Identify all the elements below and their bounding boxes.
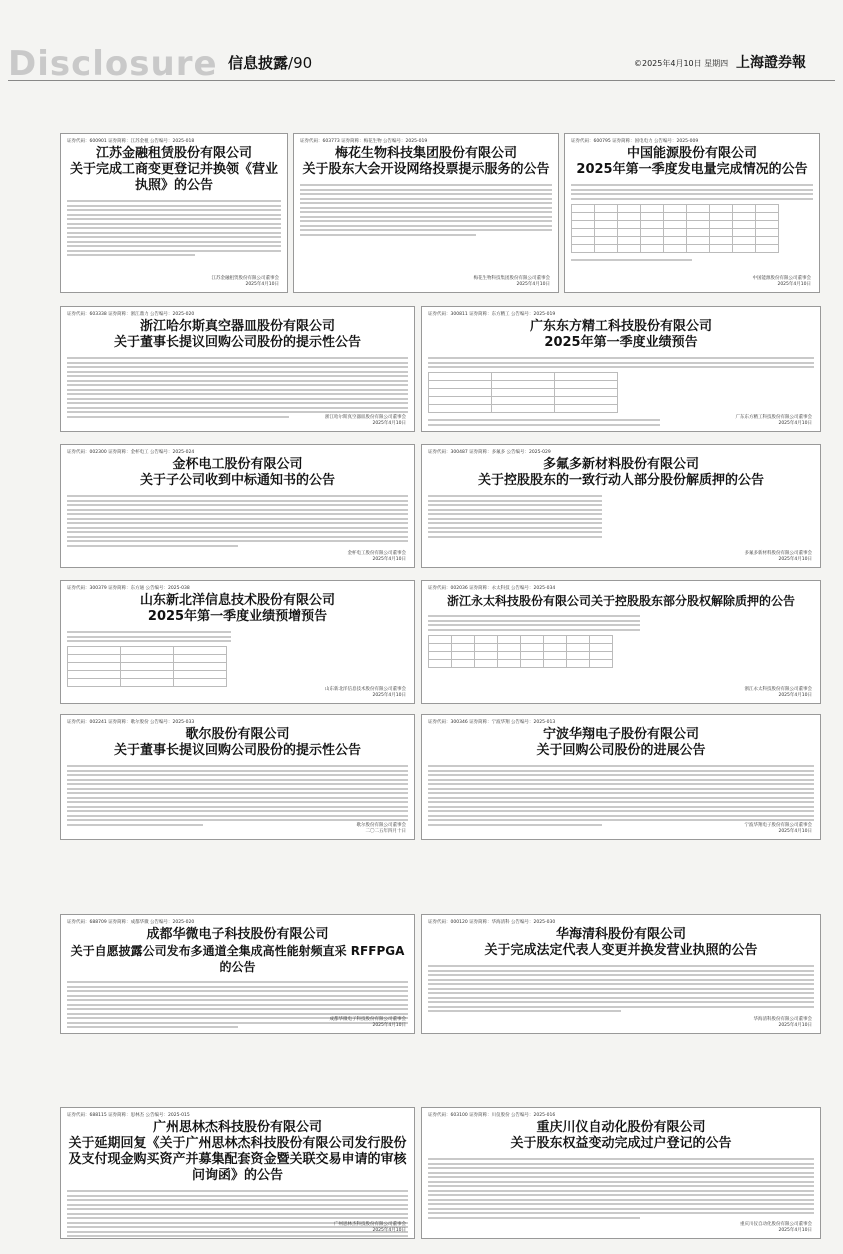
issue-date: ©2025年4月10日 星期四 bbox=[634, 59, 729, 68]
notice-title: 关于完成工商变更登记并换领《营业执照》的公告 bbox=[69, 162, 278, 193]
notice-signature: 浙江哈尔斯真空器皿股份有限公司董事会 2025年4月10日 bbox=[325, 415, 406, 426]
notice-guangzhou-silinjie bbox=[60, 1107, 415, 1239]
notice-company: 江苏金融租赁股份有限公司 bbox=[95, 146, 252, 161]
notice-company: 中国能源股份有限公司 bbox=[626, 146, 757, 161]
notice-title: 关于回购公司股份的进展公告 bbox=[536, 743, 706, 758]
notice-meta: 证券代码：002300 证券简称：金杯电工 公告编号：2025-024 bbox=[67, 450, 195, 455]
notice-meta: 证券代码：603338 证券简称：浙江鼎力 公告编号：2025-020 bbox=[67, 312, 195, 317]
notice-company: 山东新北洋信息技术股份有限公司 bbox=[139, 593, 335, 608]
notice-jinbei-electric bbox=[60, 444, 415, 568]
notice-meta: 证券代码：688115 证券简称：思林杰 公告编号：2025-015 bbox=[67, 1113, 190, 1118]
notice-meta: 证券代码：600901 证券简称：江苏金租 公告编号：2025-018 bbox=[67, 139, 195, 144]
notice-meta: 证券代码：688709 证券简称：成都华微 公告编号：2025-020 bbox=[67, 920, 195, 925]
notice-title: 2025年第一季度业绩预增预告 bbox=[147, 609, 328, 624]
notice-company: 歌尔股份有限公司 bbox=[185, 727, 290, 742]
notice-signature: 歌尔股份有限公司董事会 二〇二五年四月十日 bbox=[356, 823, 406, 834]
notice-meihua-bio bbox=[293, 133, 559, 293]
notice-duofuduo bbox=[421, 444, 821, 568]
forecast-table bbox=[428, 372, 618, 413]
section-name: 信息披露 bbox=[228, 54, 289, 72]
notice-signature: 江苏金融租赁股份有限公司董事会 2025年4月10日 bbox=[211, 276, 279, 287]
page-number: /90 bbox=[288, 54, 313, 72]
notice-body bbox=[67, 495, 408, 547]
notice-company: 重庆川仪自动化股份有限公司 bbox=[536, 1120, 706, 1135]
notice-body bbox=[428, 1158, 814, 1219]
notice-company: 多氟多新材料股份有限公司 bbox=[542, 457, 699, 472]
notice-title: 关于董事长提议回购公司股份的提示性公告 bbox=[113, 743, 361, 758]
notice-title: 关于股东权益变动完成过户登记的公告 bbox=[510, 1136, 732, 1151]
notice-zhejiang-yongtai bbox=[421, 580, 821, 704]
section-title bbox=[228, 52, 312, 73]
disclosure-brand-word: Disclosure bbox=[8, 44, 218, 84]
notice-signature: 华海清科股份有限公司董事会 2025年4月10日 bbox=[753, 1017, 812, 1028]
notice-company: 梅花生物科技集团股份有限公司 bbox=[334, 146, 517, 161]
notice-guangdong-dongfang bbox=[421, 306, 821, 432]
notice-signature: 中国能源股份有限公司董事会 2025年4月10日 bbox=[752, 276, 811, 287]
notice-body bbox=[428, 357, 814, 368]
notice-body bbox=[300, 184, 552, 236]
notice-signature: 重庆川仪自动化股份有限公司董事会 2025年4月10日 bbox=[740, 1222, 812, 1233]
notice-title: 关于自愿披露公司发布多通道全集成高性能射频直采 RFFPGA 的公告 bbox=[70, 944, 405, 974]
forecast-table bbox=[67, 646, 227, 687]
notice-company: 广东东方精工科技股份有限公司 bbox=[529, 319, 712, 334]
notice-body bbox=[67, 200, 281, 256]
notice-huahai-qingke bbox=[421, 914, 821, 1034]
notice-signature: 浙江永太科技股份有限公司董事会 2025年4月10日 bbox=[744, 687, 812, 698]
masthead bbox=[0, 0, 843, 88]
notice-signature: 多氟多新材料股份有限公司董事会 2025年4月10日 bbox=[744, 551, 812, 562]
header-rule bbox=[8, 80, 835, 81]
notice-title: 关于子公司收到中标通知书的公告 bbox=[139, 473, 335, 488]
notice-body bbox=[428, 495, 814, 538]
notice-company: 宁波华翔电子股份有限公司 bbox=[542, 727, 699, 742]
pledge-table bbox=[428, 635, 613, 668]
notice-chongqing-chuanyi bbox=[421, 1107, 821, 1239]
notice-china-energy bbox=[564, 133, 820, 293]
notice-meta: 证券代码：300811 证券简称：东方精工 公告编号：2025-019 bbox=[428, 312, 556, 317]
notice-meta: 证券代码：002036 证券简称：永太科技 公告编号：2025-034 bbox=[428, 586, 556, 591]
notice-company: 华海清科股份有限公司 bbox=[555, 927, 686, 942]
notice-title: 2025年第一季度业绩预告 bbox=[544, 335, 698, 350]
notice-body bbox=[428, 615, 814, 631]
notice-signature: 山东新北洋信息技术股份有限公司董事会 2025年4月10日 bbox=[325, 687, 406, 698]
notice-title: 关于控股股东的一致行动人部分股份解质押的公告 bbox=[477, 473, 764, 488]
notice-goertek bbox=[60, 714, 415, 840]
notice-signature: 金杯电工股份有限公司董事会 2025年4月10日 bbox=[347, 551, 406, 562]
newspaper-logo: 上海證券報 bbox=[736, 55, 806, 71]
notice-company: 金杯电工股份有限公司 bbox=[172, 457, 303, 472]
notice-title: 2025年第一季度发电量完成情况的公告 bbox=[576, 162, 808, 177]
notice-company: 成都华微电子科技股份有限公司 bbox=[146, 927, 329, 942]
notice-body bbox=[67, 765, 408, 826]
notice-signature: 广东东方精工科技股份有限公司董事会 2025年4月10日 bbox=[735, 415, 812, 426]
generation-table bbox=[571, 204, 779, 253]
notice-signature: 梅花生物科技集团股份有限公司董事会 2025年4月10日 bbox=[473, 276, 550, 287]
notice-meta: 证券代码：603100 证券简称：川仪股份 公告编号：2025-016 bbox=[428, 1113, 556, 1118]
notice-signature: 宁波华翔电子股份有限公司董事会 2025年4月10日 bbox=[744, 823, 812, 834]
notice-title: 关于完成法定代表人变更并换发营业执照的公告 bbox=[484, 943, 758, 958]
notice-meta: 证券代码：000120 证券简称：华海清科 公告编号：2025-030 bbox=[428, 920, 556, 925]
notice-chengdu-huawei bbox=[60, 914, 415, 1034]
notice-meta: 证券代码：300487 证券简称：多氟多 公告编号：2025-029 bbox=[428, 450, 551, 455]
notice-title: 关于董事长提议回购公司股份的提示性公告 bbox=[113, 335, 361, 350]
notice-meta: 证券代码：002241 证券简称：歌尔股份 公告编号：2025-033 bbox=[67, 720, 195, 725]
notice-meta: 证券代码：603773 证券简称：梅花生物 公告编号：2025-019 bbox=[300, 139, 428, 144]
notice-jiangsu-leasing bbox=[60, 133, 288, 293]
notice-ningbo-huaxiang bbox=[421, 714, 821, 840]
notice-body bbox=[428, 965, 814, 1012]
notice-meta: 证券代码：300346 证券简称：宁波华翔 公告编号：2025-013 bbox=[428, 720, 556, 725]
notice-zhejiang-haers bbox=[60, 306, 415, 432]
notice-title: 关于股东大会开设网络投票提示服务的公告 bbox=[302, 162, 550, 177]
notice-meta: 证券代码：600795 证券简称：国电电力 公告编号：2025-009 bbox=[571, 139, 699, 144]
notice-body bbox=[67, 631, 408, 642]
notice-body-2 bbox=[571, 259, 813, 261]
notice-signature: 广州思林杰科技股份有限公司董事会 2025年4月10日 bbox=[334, 1222, 406, 1233]
notice-body bbox=[428, 765, 814, 826]
notice-shandong-xinbeiyang bbox=[60, 580, 415, 704]
notice-company: 浙江永太科技股份有限公司关于控股股东部分股权解除质押的公告 bbox=[446, 594, 795, 608]
notice-company: 广州思林杰科技股份有限公司 bbox=[152, 1120, 322, 1135]
notice-body bbox=[67, 357, 408, 418]
notice-title: 关于延期回复《关于广州思林杰科技股份有限公司发行股份及支付现金购买资产并募集配套资金暨关联交易申请的审核问询函》的公告 bbox=[68, 1136, 407, 1183]
notice-meta: 证券代码：300379 证券简称：东方通 公告编号：2025-038 bbox=[67, 586, 190, 591]
notice-body bbox=[571, 184, 813, 200]
notice-company: 浙江哈尔斯真空器皿股份有限公司 bbox=[139, 319, 335, 334]
notice-signature: 成都华微电子科技股份有限公司董事会 2025年4月10日 bbox=[329, 1017, 406, 1028]
